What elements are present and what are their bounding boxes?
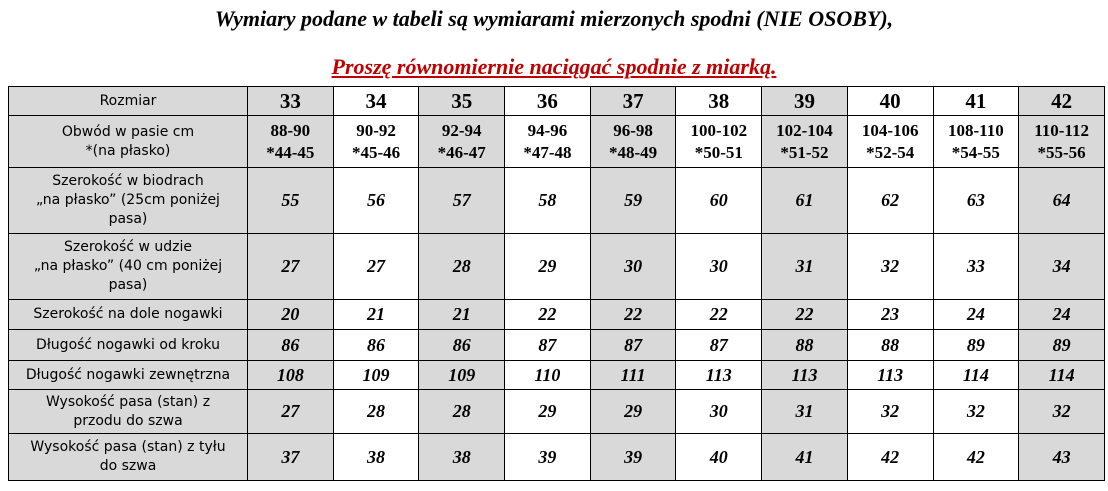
- measure-value-cell: 30: [676, 390, 762, 434]
- measure-value-cell: 24: [933, 300, 1019, 330]
- waist-flat: *51-52: [780, 142, 829, 162]
- waist-cm: 104-106: [861, 120, 919, 140]
- measure-value-cell: 114: [1019, 361, 1105, 390]
- waist-value-cell: [419, 116, 505, 168]
- waist-flat: *44-45: [266, 142, 315, 162]
- measure-value-cell: 32: [847, 234, 933, 300]
- measure-value-cell: 86: [333, 330, 419, 361]
- label-line: Długość nogawki od kroku: [36, 336, 220, 353]
- measure-value-cell: 39: [505, 434, 591, 481]
- waist-value-cell: [676, 116, 762, 168]
- waist-cm: 94-96: [527, 120, 568, 140]
- waist-flat: *50-51: [694, 142, 743, 162]
- measure-value-cell: 40: [676, 434, 762, 481]
- size-header-cell: 41: [933, 87, 1019, 116]
- measure-value-cell: 24: [1019, 300, 1105, 330]
- measure-value-cell: 108: [248, 361, 334, 390]
- size-header-cell: 40: [847, 87, 933, 116]
- measure-value-cell: 38: [333, 434, 419, 481]
- measure-label-cell: [9, 434, 248, 481]
- measure-value-cell: 86: [419, 330, 505, 361]
- measure-value-cell: 43: [1019, 434, 1105, 481]
- waist-cm: 100-102: [690, 120, 748, 140]
- measure-value-cell: 89: [1019, 330, 1105, 361]
- measure-value-cell: 89: [933, 330, 1019, 361]
- table-row: [9, 330, 1105, 361]
- table-row: [9, 234, 1105, 300]
- waist-value-cell: [505, 116, 591, 168]
- waist-flat: *45-46: [351, 142, 401, 162]
- waist-value-cell: [248, 116, 334, 168]
- measure-value-cell: 32: [1019, 390, 1105, 434]
- waist-cm: 88-90: [270, 120, 311, 140]
- waist-value-cell: [590, 116, 676, 168]
- label-line: przodu do szwa: [73, 412, 183, 429]
- table-row: [9, 390, 1105, 434]
- measure-value-cell: 27: [333, 234, 419, 300]
- label-line: do szwa: [99, 458, 157, 474]
- measure-value-cell: 110: [505, 361, 591, 390]
- measure-value-cell: 88: [762, 330, 848, 361]
- measure-value-cell: 28: [333, 390, 419, 434]
- measure-value-cell: 30: [590, 234, 676, 300]
- measure-value-cell: 56: [333, 168, 419, 234]
- label-line: pasa): [108, 211, 148, 227]
- waist-flat: *48-49: [609, 142, 658, 162]
- measure-value-cell: 28: [419, 234, 505, 300]
- size-table: [8, 86, 1105, 481]
- waist-cm: 108-110: [947, 120, 1004, 140]
- measure-value-cell: 55: [248, 168, 334, 234]
- label-line: Szerokość w udzie: [64, 239, 192, 255]
- measure-value-cell: 88: [847, 330, 933, 361]
- waist-cm: 90-92: [356, 120, 396, 140]
- size-header-cell: 37: [590, 87, 676, 116]
- measure-value-cell: 32: [933, 390, 1019, 434]
- label-line: Wysokość pasa (stan) z: [45, 393, 211, 410]
- measure-value-cell: 27: [248, 234, 334, 300]
- measure-value-cell: 39: [590, 434, 676, 481]
- measure-value-cell: 113: [847, 361, 933, 390]
- size-header-cell: 35: [419, 87, 505, 116]
- measure-value-cell: 87: [590, 330, 676, 361]
- measure-label-cell: [9, 390, 248, 434]
- waist-flat: *46-47: [437, 142, 486, 162]
- page-title: Wymiary podane w tabeli są wymiarami mierzonych spodni (NIE OSOBY),: [214, 6, 894, 31]
- size-header-cell: 38: [676, 87, 762, 116]
- measure-value-cell: 114: [933, 361, 1019, 390]
- measure-label-cell: [9, 234, 248, 300]
- measure-label-cell: [9, 168, 248, 234]
- waist-value-cell: [933, 116, 1019, 168]
- measure-label-cell: [9, 361, 248, 390]
- measure-value-cell: 31: [762, 390, 848, 434]
- waist-value-cell: [762, 116, 848, 168]
- measure-value-cell: 41: [762, 434, 848, 481]
- measure-value-cell: 63: [933, 168, 1019, 234]
- size-header-cell: 36: [505, 87, 591, 116]
- measure-value-cell: 113: [676, 361, 762, 390]
- table-row: [9, 434, 1105, 481]
- waist-value-cell: [1019, 116, 1105, 168]
- measure-label-cell: [9, 300, 248, 330]
- measure-value-cell: 27: [248, 390, 334, 434]
- measure-value-cell: 22: [762, 300, 848, 330]
- measure-value-cell: 28: [419, 390, 505, 434]
- waist-value-cell: [333, 116, 419, 168]
- measure-value-cell: 22: [505, 300, 591, 330]
- measure-value-cell: 57: [419, 168, 505, 234]
- measure-value-cell: 64: [1019, 168, 1105, 234]
- table-row: [9, 361, 1105, 390]
- measure-value-cell: 86: [248, 330, 334, 361]
- measure-value-cell: 32: [847, 390, 933, 434]
- measure-value-cell: 31: [762, 234, 848, 300]
- label-line: Wysokość pasa (stan) z tyłu: [30, 439, 226, 455]
- size-header-cell: 33: [248, 87, 334, 116]
- measure-value-cell: 62: [847, 168, 933, 234]
- size-header-cell: 42: [1019, 87, 1105, 116]
- waist-flat: *52-54: [866, 142, 915, 162]
- measure-value-cell: 109: [333, 361, 419, 390]
- measure-value-cell: 42: [933, 434, 1019, 481]
- measure-value-cell: 29: [590, 390, 676, 434]
- measure-value-cell: 111: [590, 361, 676, 390]
- measure-value-cell: 87: [676, 330, 762, 361]
- waist-cm: 102-104: [776, 120, 833, 140]
- waist-flat: *47-48: [523, 142, 572, 162]
- measure-value-cell: 60: [676, 168, 762, 234]
- table-row: [9, 300, 1105, 330]
- label-line: „na płasko” (25cm poniżej: [36, 192, 220, 208]
- measure-value-cell: 29: [505, 390, 591, 434]
- measure-value-cell: 22: [676, 300, 762, 330]
- waist-cm: 110-112: [1034, 120, 1089, 140]
- measure-value-cell: 29: [505, 234, 591, 300]
- label-line: Obwód w pasie cm: [61, 123, 195, 140]
- measure-value-cell: 33: [933, 234, 1019, 300]
- measure-label-cell: [9, 330, 248, 361]
- measure-value-cell: 42: [847, 434, 933, 481]
- measure-value-cell: 58: [505, 168, 591, 234]
- measure-value-cell: 30: [676, 234, 762, 300]
- waist-value-cell: [847, 116, 933, 168]
- size-header-cell: 39: [762, 87, 848, 116]
- size-header-cell: 34: [333, 87, 419, 116]
- measure-value-cell: 23: [847, 300, 933, 330]
- measure-value-cell: 59: [590, 168, 676, 234]
- label-line: „na płasko” (40 cm poniżej: [33, 258, 223, 274]
- measure-value-cell: 21: [419, 300, 505, 330]
- measure-value-cell: 22: [590, 300, 676, 330]
- measure-value-cell: 37: [248, 434, 334, 481]
- waist-label-cell: [9, 116, 248, 168]
- measure-value-cell: 20: [248, 300, 334, 330]
- measure-value-cell: 109: [419, 361, 505, 390]
- waist-cm: 96-98: [613, 120, 653, 140]
- table-row: [9, 116, 1105, 168]
- size-label-cell: Rozmiar: [9, 87, 248, 116]
- measure-value-cell: 21: [333, 300, 419, 330]
- label-line: Szerokość na dole nogawki: [33, 306, 223, 322]
- label-line: *(na płasko): [85, 142, 171, 159]
- label-line: Szerokość w biodrach: [52, 173, 204, 189]
- waist-flat: *55-56: [1037, 142, 1086, 162]
- measure-value-cell: 61: [762, 168, 848, 234]
- label-line: Długość nogawki zewnętrzna: [25, 366, 231, 383]
- waist-cm: 92-94: [441, 120, 482, 140]
- measure-value-cell: 87: [505, 330, 591, 361]
- table-header-row: [9, 87, 1105, 116]
- measure-value-cell: 38: [419, 434, 505, 481]
- label-line: pasa): [108, 277, 148, 293]
- table-row: [9, 168, 1105, 234]
- warning-subtitle: Proszę równomiernie naciągać spodnie z miarką.: [331, 54, 777, 79]
- measure-value-cell: 113: [762, 361, 848, 390]
- waist-flat: *54-55: [951, 142, 1000, 162]
- measure-value-cell: 34: [1019, 234, 1105, 300]
